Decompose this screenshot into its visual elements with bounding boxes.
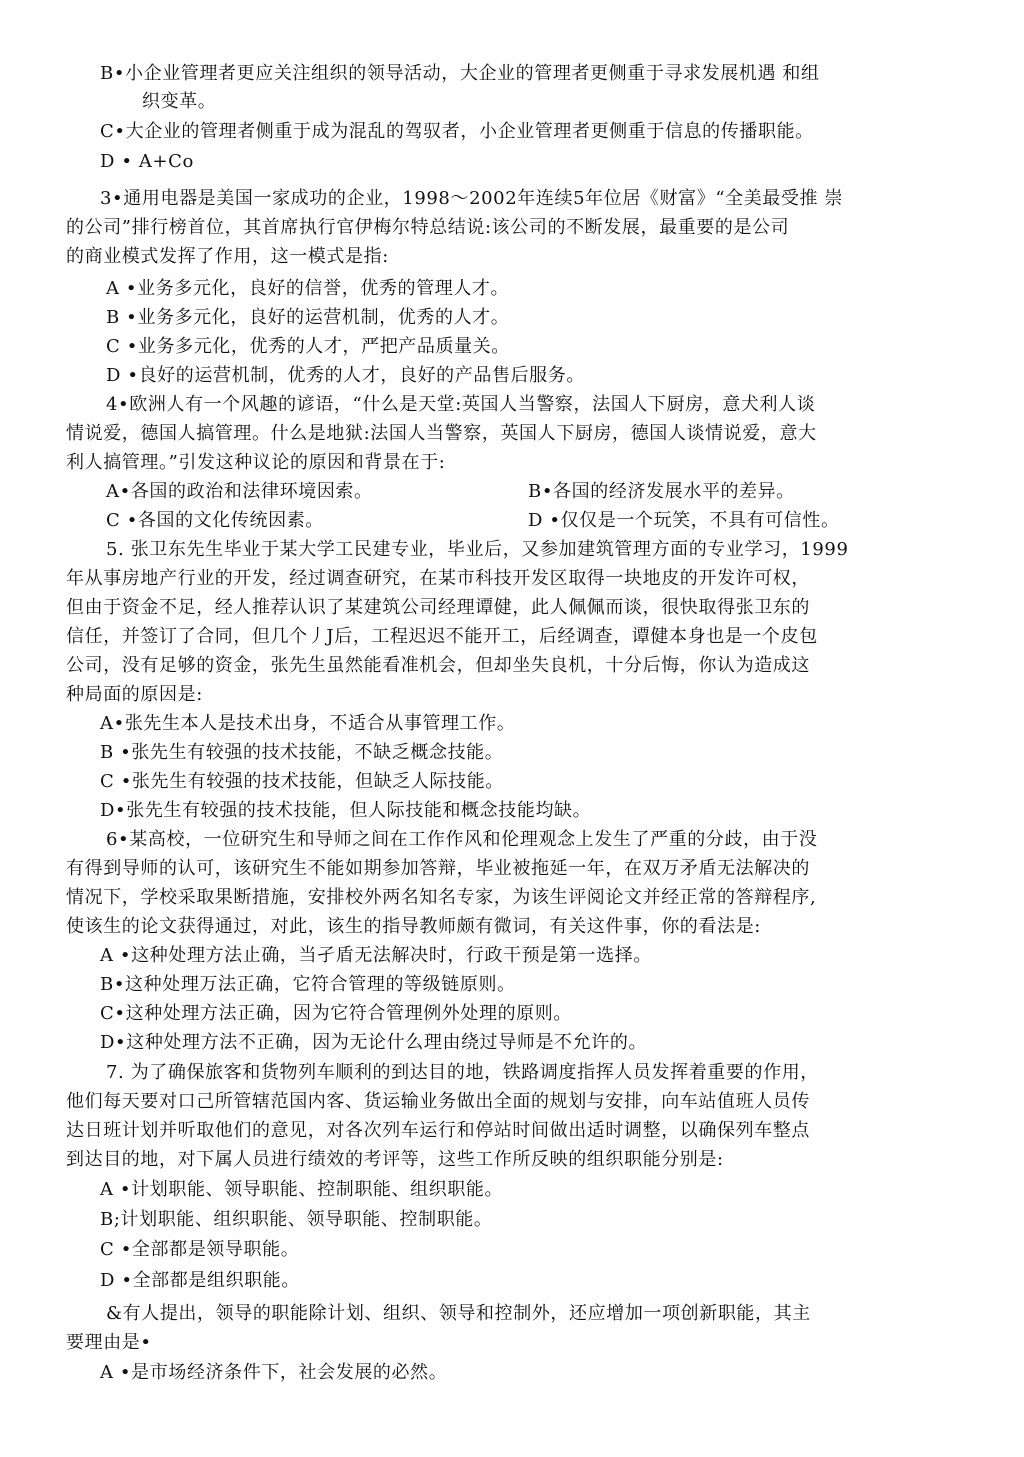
option-3a: A •业务多元化，良好的信誉，优秀的管理人才。 xyxy=(106,278,510,299)
option-5d: D•张先生有较强的技术技能，但人际技能和概念技能均缺。 xyxy=(100,800,592,821)
option-2c: C•大企业的管理者侧重于成为混乱的驾驭者，小企业管理者更侧重于信息的传播职能。 xyxy=(100,121,814,142)
option-4c: C •各国的文化传统因素。 xyxy=(106,510,324,531)
question-6-line-1: 6•某高校，一位研究生和导师之间在工作作风和伦理观念上发生了严重的分歧，由于没 xyxy=(106,829,818,850)
option-7d: D •全部都是组织职能。 xyxy=(100,1270,300,1291)
option-5c: C •张先生有较强的技术技能，但缺乏人际技能。 xyxy=(100,771,504,792)
question-5-line-6: 种局面的原因是: xyxy=(66,684,203,705)
option-4b: B•各国的经济发展水平的差异。 xyxy=(528,481,795,502)
option-8a: A •是市场经济条件下，社会发展的必然。 xyxy=(100,1362,448,1383)
option-6d: D•这种处理方法不正确，因为无论什么理由绕过导师是不允许的。 xyxy=(100,1032,648,1053)
option-7b: B;计划职能、组织职能、领导职能、控制职能。 xyxy=(100,1209,493,1230)
question-6-line-2: 有得到导师的认可，该研究生不能如期参加答辩，毕业被拖延一年，在双万矛盾无法解决的 xyxy=(66,858,810,879)
question-3-line-2: 的公司”排行榜首位，其首席执行官伊梅尔特总结说:该公司的不断发展，最重要的是公司 xyxy=(66,217,790,238)
question-5-line-2: 年从事房地产行业的开发，经过调查研究，在某市科技开发区取得一块地皮的开发许可权， xyxy=(66,568,810,589)
question-5-line-5: 公司，没有足够的资金，张先生虽然能看准机会，但却坐失良机，十分后悔，你认为造成这 xyxy=(66,655,810,676)
question-4-line-1: 4•欧洲人有一个风趣的谚语，“什么是天堂:英国人当警察，法国人下厨房，意犬利人谈 xyxy=(106,394,816,415)
option-6c: C•这种处理方法正确，因为它符合管理例外处理的原则。 xyxy=(100,1003,572,1024)
option-2d: D • A+Co xyxy=(100,151,194,172)
question-5-line-4: 信任，并签订了合同，但几个丿J后，工程迟迟不能开工，后经调查，谭健本身也是一个皮包 xyxy=(66,626,818,647)
question-8-line-1: &有人提出，领导的职能除计划、组织、领导和控制外，还应增加一项创新职能，其主 xyxy=(106,1303,811,1324)
option-3c: C •业务多元化，优秀的人才，严把产品质量关。 xyxy=(106,336,510,357)
question-5-line-3: 但由于资金不足，经人推荐认识了某建筑公司经理谭健，此人佩佩而谈，很快取得张卫东的 xyxy=(66,597,810,618)
question-4-line-3: 利人搞管理。”引发这种议论的原因和背景在于: xyxy=(66,452,446,473)
option-7a: A •计划职能、领导职能、控制职能、组织职能。 xyxy=(100,1179,504,1200)
question-6-line-3: 情况下，学校采取果断措施，安排校外两名知名专家，为该生评阅论文并经正常的答辩程序, xyxy=(66,887,817,908)
question-8-line-2: 要理由是• xyxy=(66,1332,152,1353)
question-3-line-3: 的商业模式发挥了作用，这一模式是指: xyxy=(66,246,389,267)
option-2b-line-2: 织变革。 xyxy=(142,91,217,112)
option-6b: B•这种处理万法正确，它符合管理的等级链原则。 xyxy=(100,974,516,995)
question-4-line-2: 情说爱，德国人搞管理。什么是地狱:法国人当警察，英国人下厨房，德国人谈情说爱，意大 xyxy=(66,423,817,444)
option-3d: D •良好的运营机制，优秀的人才，良好的产品售后服务。 xyxy=(106,365,585,386)
question-7-line-2: 他们每天要对口己所管辖范国内客、货运输业务做出全面的规划与安排，向车站值班人员传 xyxy=(66,1091,810,1112)
question-7-line-3: 达日班计划并听取他们的意见，对各次列车运行和停站时间做出适时调整，以确保列车整点 xyxy=(66,1120,810,1141)
question-6-line-4: 使该生的论文获得通过，对此，该生的指导教师颇有微词，有关这件事，你的看法是: xyxy=(66,916,761,937)
option-4a: A•各国的政治和法律环境因索。 xyxy=(106,481,373,502)
option-2b-line-1: B•小企业管理者更应关注组织的领导活动，大企业的管理者更侧重于寻求发展机遇 和组 xyxy=(100,63,820,84)
question-3-line-1: 3•通用电器是美国一家成功的企业，1998～2002年连续5年位居《财富》“全美最受推 崇 xyxy=(100,188,844,209)
option-7c: C •全部都是领导职能。 xyxy=(100,1239,300,1260)
option-3b: B •业务多元化，良好的运营机制，优秀的人才。 xyxy=(106,307,510,328)
option-5b: B •张先生有较强的技术技能，不缺乏概念技能。 xyxy=(100,742,504,763)
question-5-line-1: 5. 张卫东先生毕业于某大学工民建专业，毕业后，又参加建筑管理方面的专业学习，1999 xyxy=(106,539,849,560)
option-6a: A •这种处理方法止确，当孑盾无法解决时，行政干预是第一选择。 xyxy=(100,945,652,966)
question-7-line-1: 7. 为了确保旅客和货物列车顺利的到达目的地，铁路调度指挥人员发挥着重要的作用， xyxy=(106,1062,819,1083)
question-7-line-4: 到达目的地，对下属人员进行绩效的考评等，这些工作所反映的组织职能分别是: xyxy=(66,1149,724,1170)
option-4d: D •仅仅是一个玩笑，不具有可信性。 xyxy=(528,510,840,531)
option-5a: A•张先生本人是技术出身，不适合从事管理工作。 xyxy=(100,713,516,734)
